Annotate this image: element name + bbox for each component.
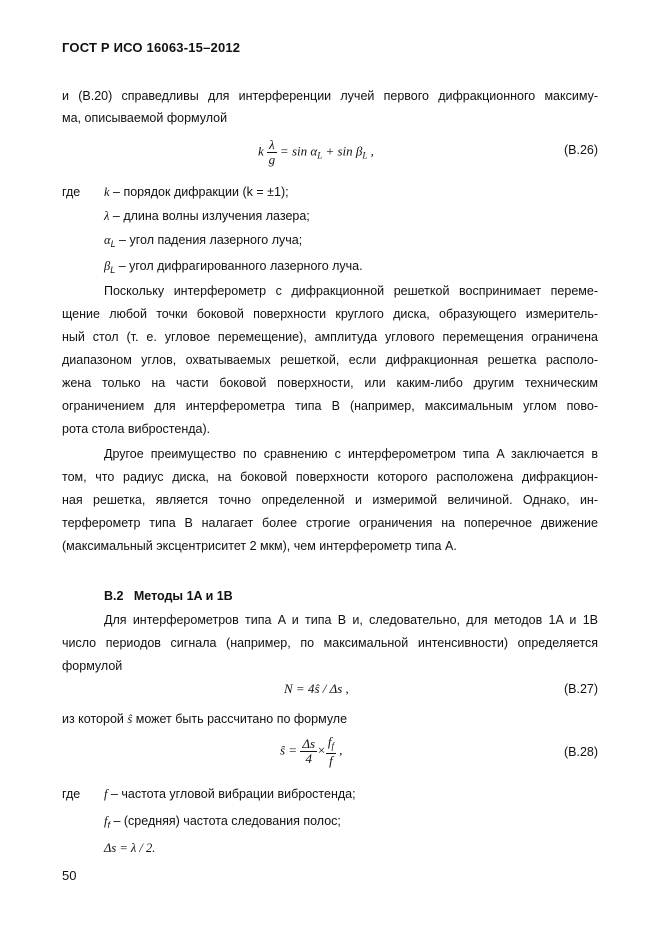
para2-line-3: ная решетка, является точно определенной и измеримой величиной. Однако, ин- [62, 493, 598, 507]
intro-line-2: ма, описываемой формулой [62, 111, 228, 125]
where1-item-k: k – порядок дифракции (k = ±1); [104, 185, 289, 199]
eq28-tail: , [335, 742, 343, 758]
section-number: B.2 [104, 589, 124, 603]
para1-line-5: жена только на части боковой поверхности, или каким-либо другим техническим [62, 376, 598, 390]
equation-number-b26: (B.26) [564, 143, 599, 157]
para3-line-1: Для интерферометров типа A и типа B и, следовательно, для методов 1A и 1B [104, 613, 598, 627]
para1-line-1: Поскольку интерферометр с дифракционной решеткой воспринимает переме- [104, 284, 598, 298]
page-number: 50 [62, 868, 77, 883]
where2-item-ff: $f_f$ – (средняя) частота следования полос; [104, 814, 341, 830]
eq28-fraction-2: $\frac{f_f}{f}$ [327, 734, 334, 768]
where-label-2: где [62, 787, 81, 801]
where1-item-alpha: $\alpha_L$ – угол падения лазерного луча; [104, 233, 303, 249]
para2-line-4: терферометр типа B налагает более строгие ограничения на поперечное движение [62, 516, 598, 530]
from-which-line: из которой ŝ может быть рассчитано по формуле [62, 712, 348, 726]
para3-line-3: формулой [62, 659, 123, 673]
where1-item-lambda: λ – длина волны излучения лазера; [104, 209, 310, 223]
eq26-fraction [267, 138, 277, 167]
where2-item-f: f – частота угловой вибрации вибростенда; [104, 787, 356, 801]
eq28-lhs: ŝ = [280, 742, 298, 758]
para1-line-3: ный стол (т. е. угловое перемещение), амплитуда углового перемещения ограничена [62, 330, 598, 344]
para1-line-7: рота стола вибростенда). [62, 422, 211, 436]
eq26-rhs: = sin α [279, 143, 318, 159]
equation-number-b27: (B.27) [564, 682, 599, 696]
eq26-numerator: λ [269, 137, 275, 152]
section-heading [104, 588, 233, 604]
para2-line-2: том, что радиус диска, на боковой поверхности которого расположена дифракцион- [62, 470, 598, 484]
document-header: ГОСТ Р ИСО 16063-15–2012 [62, 40, 241, 55]
eq26-sub-2: L [362, 150, 368, 161]
eq28-fraction-1: $\frac{\Delta s}{4}$ [302, 736, 316, 766]
eq26-tail: , [367, 143, 374, 159]
equation-b28 [280, 735, 342, 768]
eq26-sub-1: L [317, 150, 323, 161]
equation-b26 [258, 138, 374, 167]
para2-line-1: Другое преимущество по сравнению с интерферометром типа A заключается в [104, 447, 598, 461]
eq26-plus: + sin β [322, 143, 363, 159]
para1-line-6: ограничением для интерферометра типа B (например, максимальным углом пово- [62, 399, 598, 413]
where2-item-delta-s: Δs = λ / 2. [104, 841, 156, 855]
para1-line-2: щение любой точки боковой поверхности круглого диска, образующего измеритель- [62, 307, 598, 321]
where1-item-beta: $\beta_L$ – угол дифрагированного лазерного луча. [104, 259, 363, 275]
equation-b27: N = 4ŝ / Δs , [284, 681, 349, 696]
section-title: Методы 1A и 1B [133, 589, 233, 603]
para3-line-2: число периодов сигнала (например, по максимальной интенсивности) определяется [62, 636, 598, 650]
intro-line-1: и (B.20) справедливы для интерференции лучей первого дифракционного максиму- [62, 89, 598, 103]
where-label-1: где [62, 185, 81, 199]
para2-line-5: (максимальный эксцентриситет 2 мкм), чем интерферометр типа A. [62, 539, 457, 553]
eq28-times: × [317, 742, 326, 758]
eq26-k: k [258, 143, 264, 159]
para1-line-4: диапазоном углов, охватываемых решеткой, если дифракционная решетка располо- [62, 353, 598, 367]
equation-number-b28: (B.28) [564, 745, 599, 759]
eq26-denominator: g [268, 152, 276, 167]
